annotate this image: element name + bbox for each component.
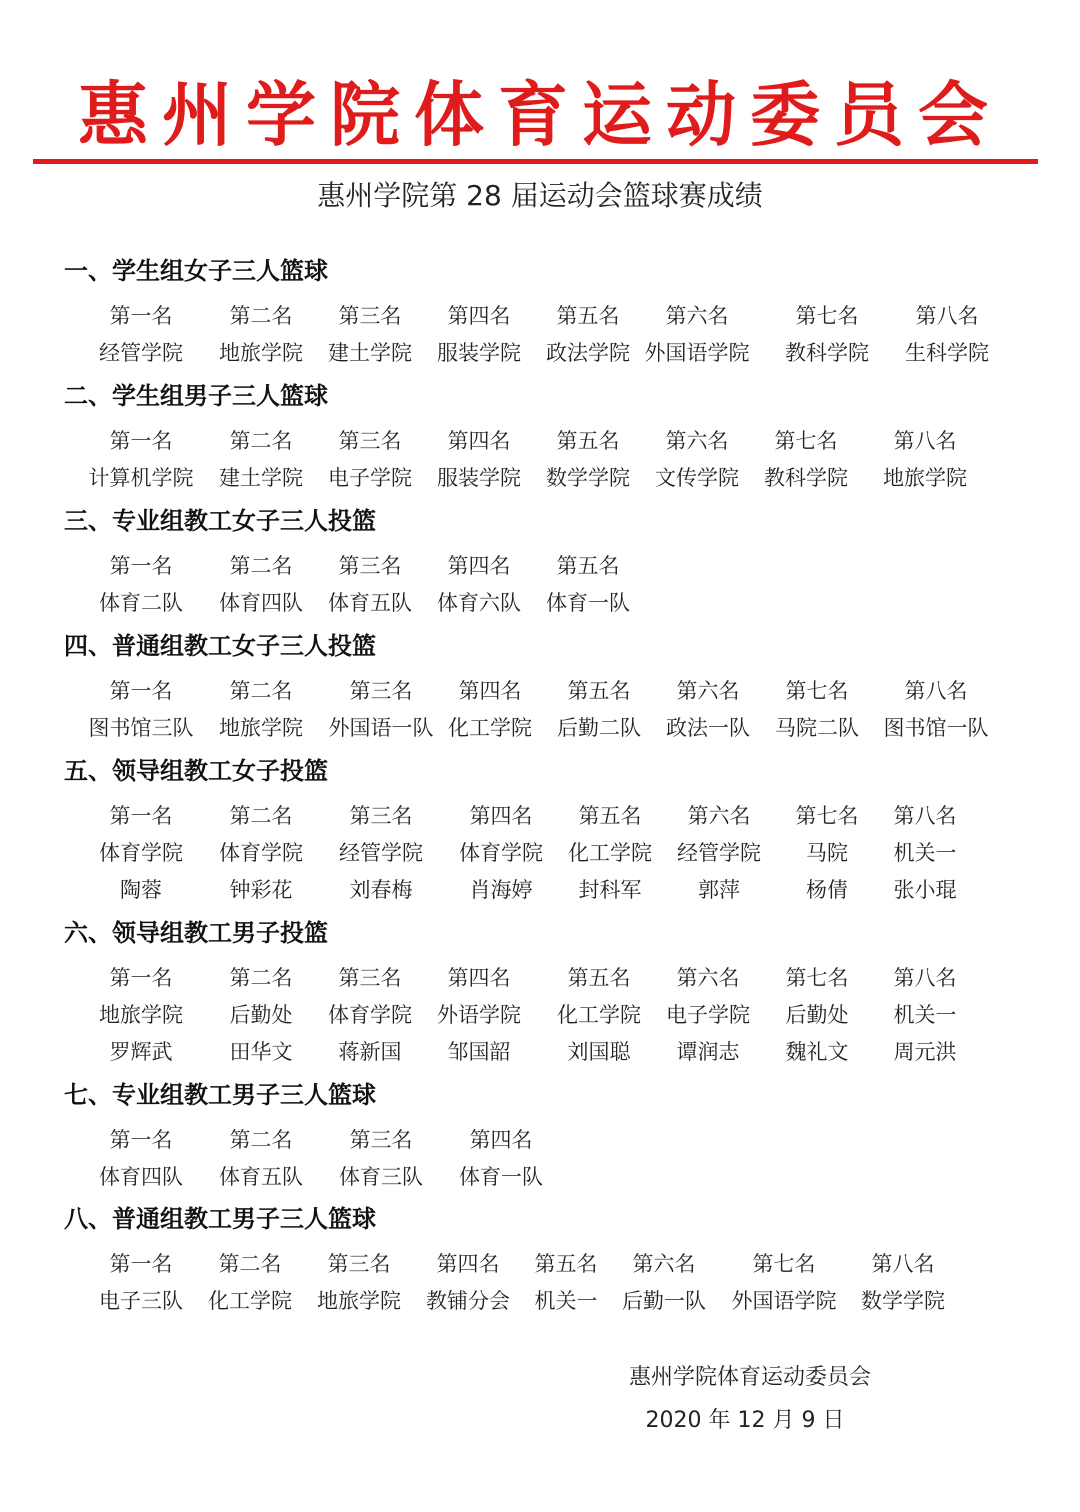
document-title: 惠州学院第 28 届运动会篮球赛成绩 <box>317 179 763 212</box>
rank-label: 第一名 <box>109 804 173 828</box>
team-name: 服装学院 <box>437 341 521 365</box>
rank-label: 第一名 <box>109 679 173 703</box>
team-name: 机关一 <box>893 841 957 865</box>
player-name: 周元洪 <box>893 1040 957 1064</box>
rank-label: 第八名 <box>893 804 957 828</box>
team-name: 机关一 <box>534 1289 598 1313</box>
team-name: 外国语学院 <box>731 1289 837 1313</box>
team-name: 数学学院 <box>546 466 630 490</box>
rank-label: 第六名 <box>676 966 740 990</box>
team-name: 马院 <box>806 841 848 865</box>
team-name: 后勤二队 <box>557 716 641 740</box>
rank-label: 第七名 <box>752 1252 816 1276</box>
team-name: 经管学院 <box>339 841 423 865</box>
team-name: 政法一队 <box>666 716 750 740</box>
rank-label: 第六名 <box>665 429 729 453</box>
rank-label: 第二名 <box>218 1252 282 1276</box>
player-name: 魏礼文 <box>785 1040 849 1064</box>
team-name: 地旅学院 <box>883 466 967 490</box>
player-name: 钟彩花 <box>229 878 293 902</box>
section-heading: 二、学生组男子三人篮球 <box>64 382 328 410</box>
section-heading: 四、普通组教工女子三人投篮 <box>64 632 376 660</box>
rank-label: 第四名 <box>447 554 511 578</box>
rank-label: 第二名 <box>229 804 293 828</box>
rank-label: 第二名 <box>229 679 293 703</box>
rank-label: 第六名 <box>676 679 740 703</box>
section-heading: 八、普通组教工男子三人篮球 <box>64 1205 376 1233</box>
rank-label: 第八名 <box>871 1252 935 1276</box>
team-name: 地旅学院 <box>99 1003 183 1027</box>
rank-label: 第二名 <box>229 304 293 328</box>
rank-label: 第六名 <box>665 304 729 328</box>
team-name: 体育一队 <box>459 1165 543 1189</box>
team-name: 体育五队 <box>219 1165 303 1189</box>
rank-label: 第五名 <box>578 804 642 828</box>
rank-label: 第一名 <box>109 1128 173 1152</box>
team-name: 地旅学院 <box>219 716 303 740</box>
rank-label: 第三名 <box>338 966 402 990</box>
team-name: 体育一队 <box>546 591 630 615</box>
team-name: 经管学院 <box>677 841 761 865</box>
rank-label: 第七名 <box>785 966 849 990</box>
team-name: 电子学院 <box>666 1003 750 1027</box>
player-name: 肖海婷 <box>469 878 533 902</box>
team-name: 化工学院 <box>208 1289 292 1313</box>
team-name: 外国语一队 <box>328 716 434 740</box>
player-name: 刘春梅 <box>349 878 413 902</box>
rank-label: 第七名 <box>774 429 838 453</box>
team-name: 外语学院 <box>437 1003 521 1027</box>
rank-label: 第五名 <box>567 966 631 990</box>
rank-label: 第三名 <box>349 1128 413 1152</box>
rank-label: 第七名 <box>795 304 859 328</box>
team-name: 化工学院 <box>557 1003 641 1027</box>
rank-label: 第四名 <box>469 804 533 828</box>
team-name: 马院二队 <box>775 716 859 740</box>
rank-label: 第七名 <box>795 804 859 828</box>
rank-label: 第五名 <box>534 1252 598 1276</box>
team-name: 图书馆三队 <box>88 716 194 740</box>
rank-label: 第四名 <box>447 966 511 990</box>
team-name: 后勤一队 <box>622 1289 706 1313</box>
rank-label: 第三名 <box>349 804 413 828</box>
rank-label: 第二名 <box>229 554 293 578</box>
team-name: 生科学院 <box>905 341 989 365</box>
rank-label: 第八名 <box>915 304 979 328</box>
team-name: 体育二队 <box>99 591 183 615</box>
team-name: 教科学院 <box>785 341 869 365</box>
player-name: 封科军 <box>578 878 642 902</box>
team-name: 计算机学院 <box>88 466 194 490</box>
section-heading: 五、领导组教工女子投篮 <box>64 757 328 785</box>
team-name: 体育六队 <box>437 591 521 615</box>
player-name: 郭萍 <box>698 878 740 902</box>
rank-label: 第八名 <box>893 429 957 453</box>
rank-label: 第三名 <box>338 304 402 328</box>
team-name: 体育学院 <box>99 841 183 865</box>
team-name: 体育学院 <box>328 1003 412 1027</box>
team-name: 地旅学院 <box>317 1289 401 1313</box>
team-name: 图书馆一队 <box>883 716 989 740</box>
rank-label: 第三名 <box>327 1252 391 1276</box>
player-name: 杨倩 <box>806 878 848 902</box>
rank-label: 第五名 <box>567 679 631 703</box>
team-name: 后勤处 <box>229 1003 293 1027</box>
section-heading: 一、学生组女子三人篮球 <box>64 257 328 285</box>
player-name: 罗辉武 <box>109 1040 173 1064</box>
rank-label: 第五名 <box>556 429 620 453</box>
player-name: 刘国聪 <box>567 1040 631 1064</box>
rank-label: 第三名 <box>338 554 402 578</box>
team-name: 体育学院 <box>219 841 303 865</box>
letterhead-rule <box>33 159 1038 164</box>
team-name: 机关一 <box>893 1003 957 1027</box>
team-name: 化工学院 <box>448 716 532 740</box>
rank-label: 第四名 <box>436 1252 500 1276</box>
signature-date: 2020 年 12 月 9 日 <box>645 1408 845 1433</box>
player-name: 蒋新国 <box>338 1040 402 1064</box>
team-name: 体育四队 <box>99 1165 183 1189</box>
rank-label: 第二名 <box>229 966 293 990</box>
player-name: 陶蓉 <box>120 878 162 902</box>
team-name: 体育三队 <box>339 1165 423 1189</box>
team-name: 体育四队 <box>219 591 303 615</box>
rank-label: 第一名 <box>109 429 173 453</box>
team-name: 后勤处 <box>785 1003 849 1027</box>
rank-label: 第一名 <box>109 966 173 990</box>
signature-org: 惠州学院体育运动委员会 <box>628 1365 871 1390</box>
team-name: 地旅学院 <box>219 341 303 365</box>
team-name: 体育学院 <box>459 841 543 865</box>
rank-label: 第六名 <box>687 804 751 828</box>
team-name: 体育五队 <box>328 591 412 615</box>
team-name: 建土学院 <box>219 466 303 490</box>
section-heading: 七、专业组教工男子三人篮球 <box>64 1081 376 1109</box>
team-name: 建土学院 <box>328 341 412 365</box>
player-name: 邹国韶 <box>447 1040 511 1064</box>
team-name: 教铺分会 <box>426 1289 510 1313</box>
team-name: 文传学院 <box>655 466 739 490</box>
team-name: 外国语学院 <box>644 341 750 365</box>
rank-label: 第二名 <box>229 1128 293 1152</box>
section-heading: 三、专业组教工女子三人投篮 <box>64 507 376 535</box>
rank-label: 第六名 <box>632 1252 696 1276</box>
team-name: 电子学院 <box>328 466 412 490</box>
section-heading: 六、领导组教工男子投篮 <box>64 919 328 947</box>
rank-label: 第八名 <box>904 679 968 703</box>
rank-label: 第四名 <box>447 429 511 453</box>
rank-label: 第八名 <box>893 966 957 990</box>
rank-label: 第七名 <box>785 679 849 703</box>
player-name: 谭润志 <box>676 1040 740 1064</box>
rank-label: 第四名 <box>447 304 511 328</box>
letterhead-title: 惠州学院体育运动委员会 <box>78 73 1002 156</box>
rank-label: 第四名 <box>458 679 522 703</box>
team-name: 政法学院 <box>546 341 630 365</box>
rank-label: 第一名 <box>109 1252 173 1276</box>
team-name: 经管学院 <box>99 341 183 365</box>
rank-label: 第三名 <box>338 429 402 453</box>
team-name: 服装学院 <box>437 466 521 490</box>
team-name: 数学学院 <box>861 1289 945 1313</box>
rank-label: 第一名 <box>109 304 173 328</box>
rank-label: 第五名 <box>556 554 620 578</box>
rank-label: 第二名 <box>229 429 293 453</box>
rank-label: 第三名 <box>349 679 413 703</box>
rank-label: 第五名 <box>556 304 620 328</box>
team-name: 电子三队 <box>99 1289 183 1313</box>
rank-label: 第一名 <box>109 554 173 578</box>
player-name: 张小琨 <box>893 878 957 902</box>
player-name: 田华文 <box>229 1040 293 1064</box>
rank-label: 第四名 <box>469 1128 533 1152</box>
team-name: 化工学院 <box>568 841 652 865</box>
team-name: 教科学院 <box>764 466 848 490</box>
